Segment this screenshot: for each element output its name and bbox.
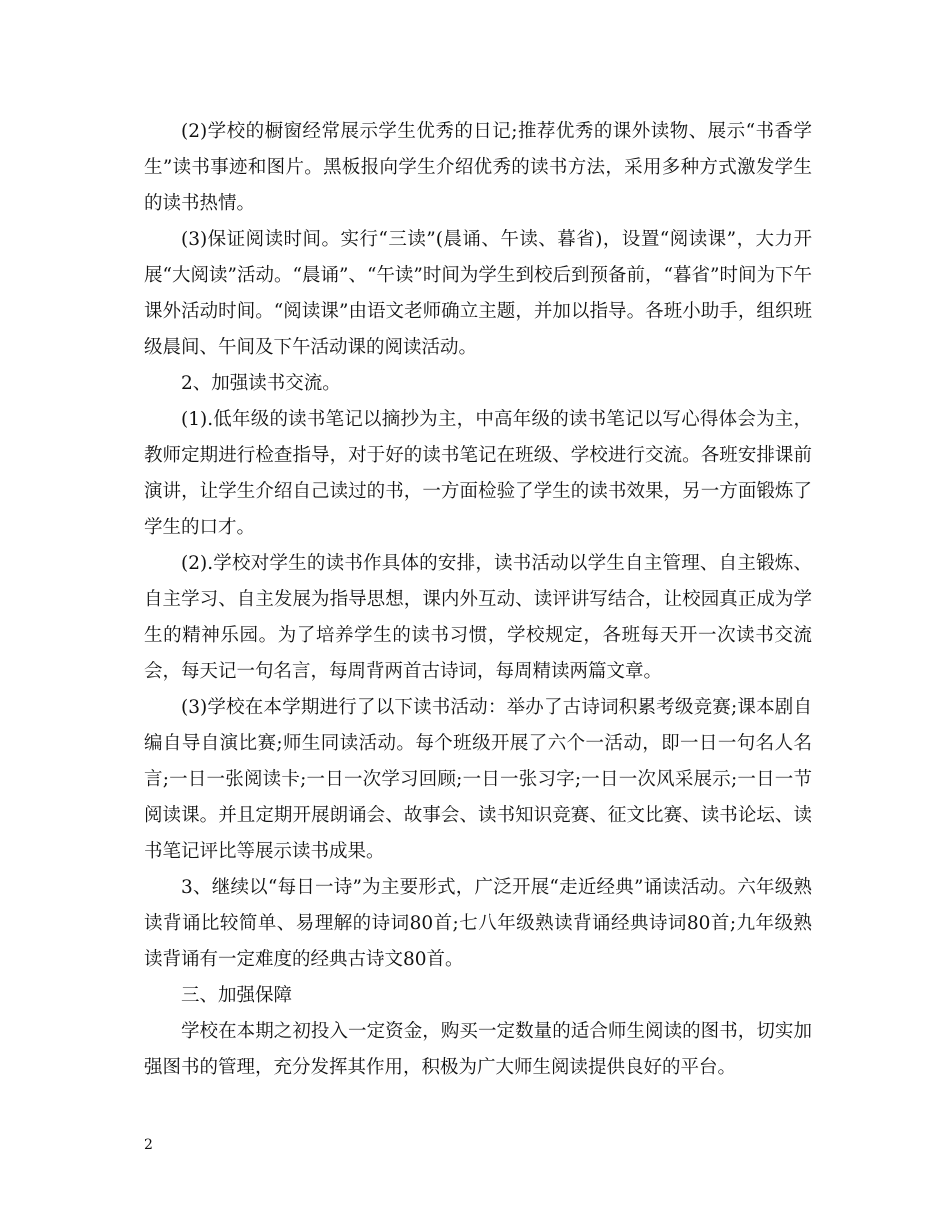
- paragraph-daily-poem: 3、继续以“每日一诗”为主要形式，广泛开展“走近经典”诵读活动。六年级熟读背诵比较简单、易理解的诗词80首;七八年级熟读背诵经典诗词80首;九年级熟读背诵有一定难度的经典古诗文80首。: [144, 877, 812, 970]
- paragraph-reading-time: (3)保证阅读时间。实行“三读”(晨诵、午读、暮省)，设置“阅读课”，大力开展“大阅读”活动。“晨诵”、“午读”时间为学生到校后到预备前，“暮省”时间为下午课外活动时间。“阅读课”由语文老师确立主题，并加以指导。各班小助手，组织班级晨间、午间及下午活动课的阅读活动。: [144, 229, 812, 358]
- heading-reading-exchange: 2、加强读书交流。: [181, 373, 341, 394]
- heading-strengthen-support: 三、加强保障: [181, 985, 293, 1006]
- page-number: 2: [144, 1137, 153, 1153]
- paragraph-school-window-display: (2)学校的橱窗经常展示学生优秀的日记;推荐优秀的课外读物、展示“书香学生”读书事迹和图片。黑板报向学生介绍优秀的读书方法，采用多种方式激发学生的读书热情。: [144, 121, 812, 214]
- document-body: [144, 114, 812, 1086]
- paragraph-funding-books: 学校在本期之初投入一定资金，购买一定数量的适合师生阅读的图书，切实加强图书的管理，充分发挥其作用，积极为广大师生阅读提供良好的平台。: [144, 1021, 812, 1078]
- paragraph-reading-activities: (3)学校在本学期进行了以下读书活动：举办了古诗词积累考级竞赛;课本剧自编自导自演比赛;师生同读活动。每个班级开展了六个一活动，即一日一句名人名言;一日一张阅读卡;一日一次学习回顾;一日一张习字;一日一次风采展示;一日一节阅读课。并且定期开展朗诵会、故事会、读书知识竞赛、征文比赛、读书论坛、读书笔记评比等展示读书成果。: [144, 697, 812, 862]
- paragraph-reading-notes: (1).低年级的读书笔记以摘抄为主，中高年级的读书笔记以写心得体会为主，教师定期进行检查指导，对于好的读书笔记在班级、学校进行交流。各班安排课前演讲，让学生介绍自己读过的书，一方面检验了学生的读书效果，另一方面锻炼了学生的口才。: [144, 409, 812, 538]
- paragraph-reading-arrangement: (2).学校对学生的读书作具体的安排，读书活动以学生自主管理、自主锻炼、自主学习、自主发展为指导思想，课内外互动、读评讲写结合，让校园真正成为学生的精神乐园。为了培养学生的读书习惯，学校规定，各班每天开一次读书交流会，每天记一句名言，每周背两首古诗词，每周精读两篇文章。: [144, 553, 812, 682]
